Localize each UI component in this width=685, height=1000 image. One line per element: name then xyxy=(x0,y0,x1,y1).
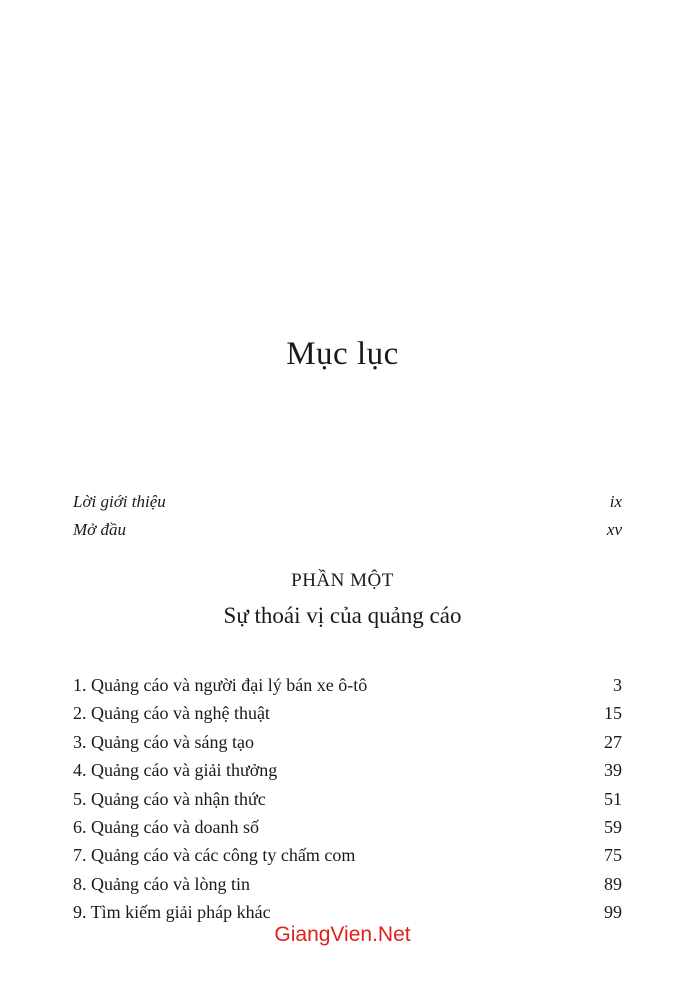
chapter-page-number: 3 xyxy=(613,675,622,695)
chapter-page-number: 39 xyxy=(604,760,622,781)
chapter-label: 5. Quảng cáo và nhận thức xyxy=(73,788,266,809)
chapter-page-number: 51 xyxy=(604,788,622,809)
watermark-text: GiangVien.Net xyxy=(274,923,411,946)
chapter-page-number: 59 xyxy=(604,816,622,837)
chapter-page-number: 15 xyxy=(604,703,622,724)
chapter-label: 2. Quảng cáo và nghệ thuật xyxy=(73,703,270,724)
chapter-entry xyxy=(73,813,622,841)
chapter-list xyxy=(73,671,622,927)
entry-page-number: xv xyxy=(606,520,622,539)
front-matter-entry xyxy=(73,492,622,512)
chapter-label: 4. Quảng cáo và giải thưởng xyxy=(73,760,278,781)
chapter-page-number: 27 xyxy=(604,731,622,752)
entry-label: Mở đầu xyxy=(73,520,126,539)
chapter-page-number: 99 xyxy=(604,902,622,923)
part-label: PHẦN MỘT xyxy=(291,570,394,591)
chapter-label: 1. Quảng cáo và người đại lý bán xe ô-tô xyxy=(73,675,368,695)
chapter-entry xyxy=(73,671,622,699)
entry-page-number: ix xyxy=(609,492,622,511)
entry-label: Lời giới thiệu xyxy=(73,492,166,511)
chapter-label: 7. Quảng cáo và các công ty chấm com xyxy=(73,845,356,866)
chapter-label: 3. Quảng cáo và sáng tạo xyxy=(73,731,254,752)
chapter-entry xyxy=(73,699,622,727)
front-matter-entry xyxy=(73,520,622,540)
chapter-page-number: 89 xyxy=(604,873,622,894)
chapter-entry xyxy=(73,728,622,756)
chapter-label: 6. Quảng cáo và doanh số xyxy=(73,816,259,837)
chapter-entry xyxy=(73,870,622,898)
part-title: Sự thoái vị của quảng cáo xyxy=(223,603,462,628)
chapter-entry xyxy=(73,756,622,784)
chapter-label: 8. Quảng cáo và lòng tin xyxy=(73,873,250,894)
chapter-entry xyxy=(73,785,622,813)
chapter-label: 9. Tìm kiếm giải pháp khác xyxy=(73,902,271,923)
chapter-entry xyxy=(73,841,622,869)
page-title: Mục lục xyxy=(286,336,399,372)
chapter-page-number: 75 xyxy=(604,845,622,866)
